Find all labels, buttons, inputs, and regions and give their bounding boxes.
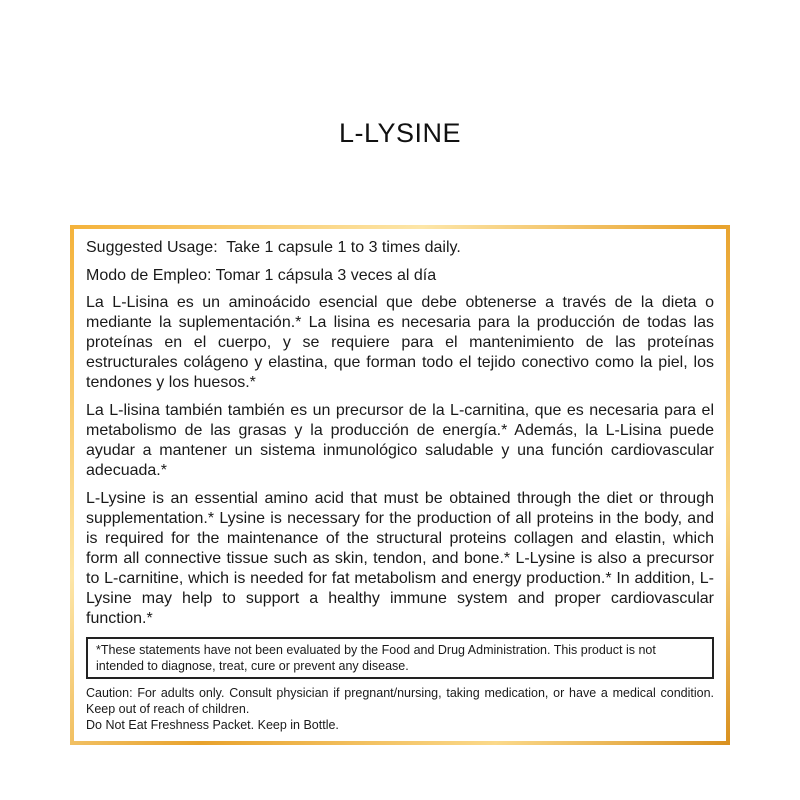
modo-empleo-label: Modo de Empleo: (86, 267, 212, 284)
page-title: L-LYSINE (338, 118, 462, 148)
modo-empleo-text: Tomar 1 cápsula 3 veces al día (215, 267, 437, 284)
spanish-paragraph-2: La L-lisina también también es un precursor de la L-carnitina, que es necesaria para el metabolismo de las grasas y la producción de energía.* Además, la L-Lisina puede ayudar a mantener un sistema inmunológico saludable y una función cardiovascular adecuada.* (86, 402, 714, 479)
label-content (74, 229, 726, 741)
modo-empleo-line (86, 265, 714, 287)
english-paragraph: L-Lysine is an essential amino acid that must be obtained through the diet or through supplementation.* Lysine is necessary for the production of all proteins in the body, and is required for the maintenance of the structural proteins collagen and elastin, which form all connective tissue such as skin, tendon, and bone.* L-Lysine is also a precursor to L-carnitine, which is needed for fat metabolism and energy production.* In addition, L-Lysine may help to support a healthy immune system and proper cardiovascular function.* (86, 490, 714, 627)
label-frame (70, 225, 730, 745)
suggested-usage-text: Take 1 capsule 1 to 3 times daily. (226, 239, 461, 256)
suggested-usage-line (86, 237, 714, 259)
suggested-usage-label: Suggested Usage: (86, 239, 218, 256)
caution-text: Caution: For adults only. Consult physician if pregnant/nursing, taking medication, or have a medical condition. Keep out of reach of children. (86, 686, 714, 716)
fda-disclaimer: *These statements have not been evaluated by the Food and Drug Administration. This product is not intended to diagnose, treat, cure or prevent any disease. (86, 637, 714, 679)
freshness-packet-warning: Do Not Eat Freshness Packet. Keep in Bottle. (86, 718, 339, 732)
spanish-paragraph-1: La L-Lisina es un aminoácido esencial que debe obtenerse a través de la dieta o mediante la suplementación.* La lisina es necesaria para la producción de todas las proteínas en el cuerpo, y se requiere para el mantenimiento de las proteínas estructurales colágeno y elastina, que forman todo el tejido conectivo como la piel, los tendones y los huesos.* (86, 294, 714, 391)
